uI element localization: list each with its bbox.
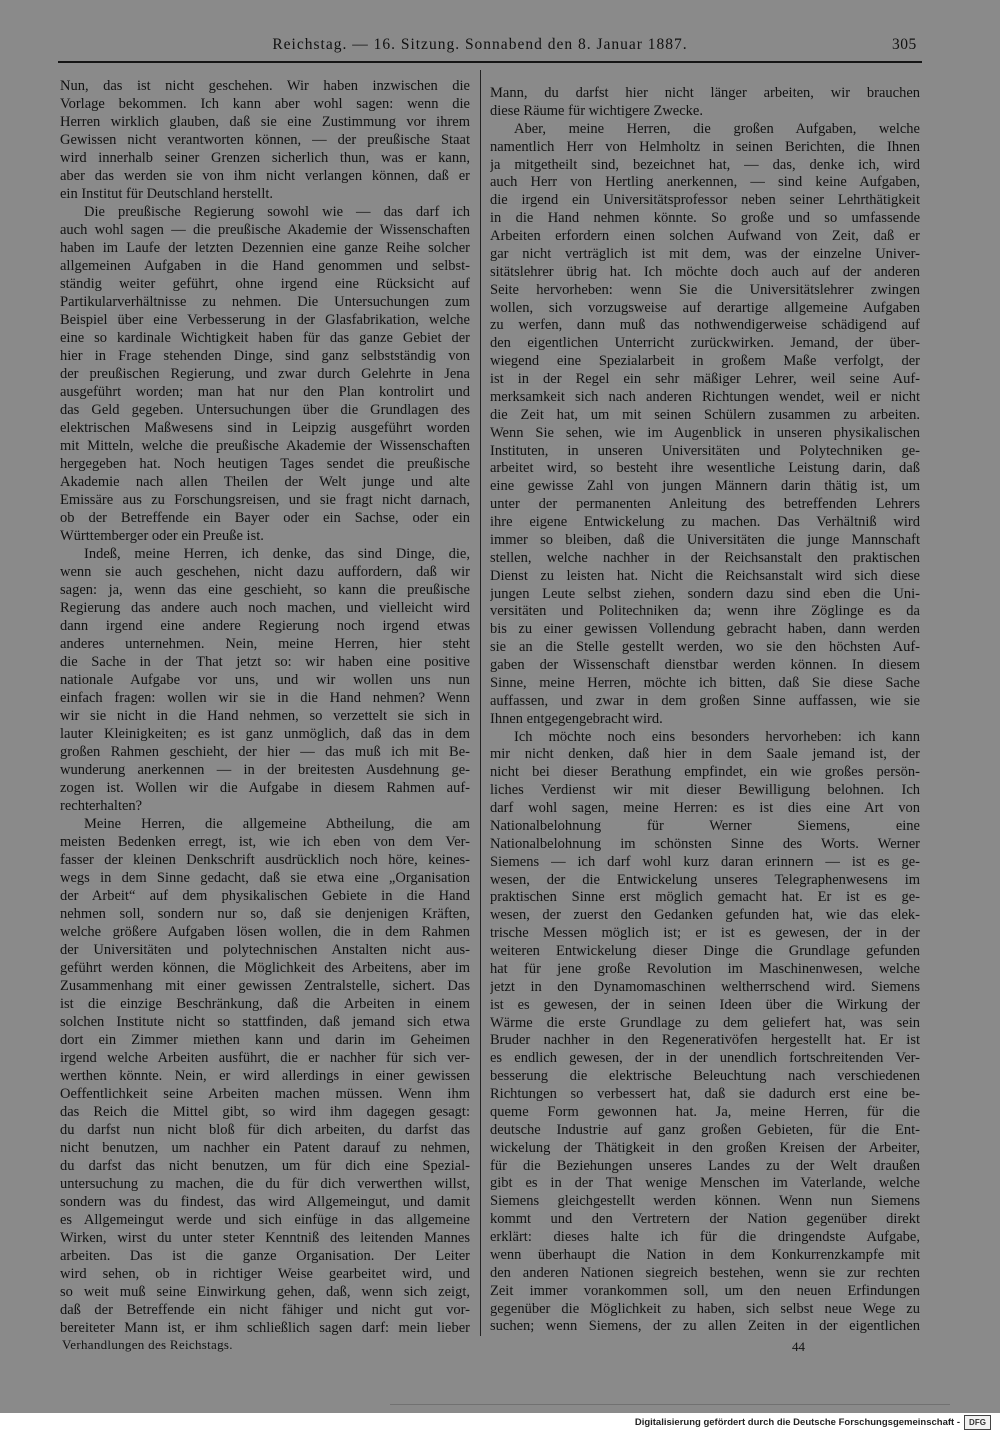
text-line: Beispiel über eine Verbesserung in der Glasfabrikation, welche <box>60 312 470 328</box>
text-line: geführt werden können, die Möglichkeit des Arbeitens, aber im <box>60 960 470 976</box>
text-line: untersuchung zu machen, die du für dich verwerthen willst, <box>60 1176 470 1192</box>
text-line: arbeiten. Das ist die ganze Organisation. Der Leiter <box>60 1248 470 1264</box>
text-line: gaben der Wissenschaft dienstbar werden können. In diesem <box>490 657 920 673</box>
text-line: anderes unternehmen. Nein, meine Herren, hier steht <box>60 636 470 652</box>
text-line: Ich möchte noch eins besonders hervorheben: ich kann <box>514 728 920 745</box>
text-line: dort ein Zimmer miethen kann und darin im Geheimen <box>60 1032 470 1048</box>
publication-footer: Verhandlungen des Reichstags. <box>62 1337 233 1352</box>
text-line: Indeß, meine Herren, ich denke, das sind Dinge, die, <box>84 546 470 562</box>
text-line: fasser der kleinen Denkschrift ausdrücklich noch höre, keines- <box>60 852 470 868</box>
right-column <box>490 85 920 1336</box>
text-line: eine so kardinale Wichtigkeit haben für das ganze Gebiet der <box>60 330 470 346</box>
paragraph <box>60 815 470 1337</box>
text-line: Bruder nachher in den Regenerativöfen hergestellt hat. Er ist <box>490 1032 920 1049</box>
text-line: stellen, welche nachher in der Reichsanstalt den praktischen <box>490 549 920 566</box>
text-line: großen Rahmen geschieht, der hier — das muß ich mit Be- <box>60 744 470 760</box>
text-line: du darfst nun nicht bloß für dich arbeiten, du darfst das <box>60 1122 470 1138</box>
text-line: sie an die Stelle gestellt werden, wo sie den höchsten Auf- <box>490 639 920 656</box>
text-line: zogen ist. Wollen wir die Aufgabe in diesem Rahmen auf- <box>60 780 470 796</box>
text-line: allgemeinen Aufgaben in die Hand genommen und selbst- <box>60 258 470 274</box>
text-line: queme Form gewonnen hat. Ja, meine Herren, für die <box>490 1103 920 1120</box>
scan-bleed-line <box>390 1404 950 1405</box>
text-line: werthen könnte. Nein, er wird allerdings in einer gewissen <box>60 1068 470 1084</box>
text-line: Partikularverhältnisse zu nehmen. Die Untersuchungen zum <box>60 294 470 310</box>
text-line: eine gewisse Zahl von jungen Männern darin thätig ist, um <box>490 478 920 495</box>
text-line: liches Verdienst wir mit dieser Bewilligung belohnen. Ich <box>490 782 920 799</box>
text-line: trische Messen möglich ist; er ist es gewesen, der in der <box>490 925 920 942</box>
text-line: ein Institut für Deutschland herstellt. <box>60 186 274 202</box>
text-line: es Allgemeingut werde und sich einfüge in das allgemeine <box>60 1212 470 1228</box>
text-line: Siemens — ich darf wohl kurz daran erinnern — ist es ge- <box>490 853 920 870</box>
text-line: dann irgend eine andere Regierung noch irgend etwas <box>60 618 470 634</box>
text-line: die Zeit hat, um mit seinen Schülern zusammen zu arbeiten. <box>490 406 920 423</box>
text-line: Siemens gleichgestellt werden können. Wenn nun Siemens <box>490 1193 920 1210</box>
text-line: Oeffentlichkeit seine Arbeiten machen müssen. Wenn ihm <box>60 1086 470 1102</box>
text-line: wir sie nicht in die Hand nehmen, so verzettelt sie sich in <box>60 708 470 724</box>
text-line: Emissäre aus zu Forschungsreisen, und sie fragt nicht darnach, <box>60 492 470 508</box>
text-line: nehmen soll, sondern nur so, daß sie denjenigen Kräften, <box>60 906 470 922</box>
text-line: Wenn Sie sehen, wie im Augenblick in unseren physikalischen <box>490 424 920 441</box>
credit-text: Digitalisierung gefördert durch die Deutsche Forschungsgemeinschaft - <box>634 1417 960 1428</box>
paragraph <box>490 121 920 729</box>
text-line: unter der permanenten Anleitung des betreffenden Lehrers <box>490 496 920 513</box>
text-line: lauter Kleinigkeiten; es ist ganz unmöglich, daß das in dem <box>60 726 470 742</box>
text-line: erklärt: dieses halte ich für die dringendste Aufgabe, <box>490 1229 920 1245</box>
text-line: jetzt in den Dynamomaschinen weltherrschend wird. Siemens <box>490 978 920 995</box>
text-line: Instituten, in unseren Universitäten und Polytechniken ge- <box>490 442 920 459</box>
text-line: hergegeben hat. Noch heutigen Tages sendet die preußische <box>60 456 470 472</box>
text-line: ja mitgetheilt sind, bezeichnet hat, — das, denke ich, wird <box>490 156 920 173</box>
text-line: Wärme die erste Grundlage zu dem geliefert hat, was sein <box>490 1014 920 1031</box>
text-line: sitätslehrer übrig hat. Ich möchte doch auch auf der anderen <box>490 263 920 280</box>
text-line: das Geld gegeben. Untersuchungen über die Grundlagen des <box>60 402 470 418</box>
text-line: einfach fragen: wollen wir sie in die Hand nehmen? Wenn <box>60 690 470 706</box>
text-line: so weit muß seine Einwirkung gehen, daß, wenn sich zeigt, <box>60 1284 470 1300</box>
text-line: deutsche Industrie auf ganz großen Gebieten, für die Ent- <box>490 1121 920 1138</box>
text-line: zu werfen, dann muß das nothwendigerweise schädigend auf <box>490 317 920 334</box>
digitization-credit-bar <box>0 1413 1000 1432</box>
text-line: Württemberger oder ein Preuße ist. <box>60 528 264 544</box>
text-line: Gewissen nicht verantworten können, — der preußische Staat <box>60 132 470 148</box>
text-line: merksamkeit sich nach anderen Richtungen wendet, weil er nicht <box>490 388 920 405</box>
text-line: diese Räume für wichtigere Zwecke. <box>490 102 703 119</box>
paragraph <box>490 729 920 1337</box>
text-line: besserung die elektrische Beleuchtung nach verschiedenen <box>490 1068 920 1085</box>
text-line: arbeitet wird, so besteht ihre wesentliche Leistung darin, daß <box>490 460 920 477</box>
text-line: die Sache in der That jetzt so: wir haben eine positive <box>60 654 470 670</box>
text-line: mir nicht denken, daß hier in dem Saale jemand ist, der <box>490 746 920 763</box>
text-line: auffassen, und zwar in dem großen Sinne auffassen, wie sie <box>490 692 920 709</box>
text-line: ist es gewesen, der in seinen Ideen über die Wirkung der <box>490 996 920 1013</box>
text-line: nicht bei dieser Berathung empfindet, ein wie großes persön- <box>490 764 920 781</box>
text-line: der preußischen Regierung, und zwar durch Gelehrte in Jena <box>60 366 470 382</box>
text-line: Regierung das andere auch noch machen, und vielleicht wird <box>60 600 470 616</box>
text-line: der Universitäten und polytechnischen Anstalten nicht aus- <box>60 942 470 958</box>
text-line: daß der Betreffende ein nicht fähiger und nicht gut vor- <box>60 1302 470 1318</box>
text-line: wenn überhaupt die Nation in dem Konkurrenzkampfe mit <box>490 1246 920 1263</box>
text-line: Vorlage bekommen. Ich kann aber wohl sagen: wenn die <box>60 96 470 112</box>
text-line: Zeit immer vorankommen soll, um den neuen Erfindungen <box>490 1282 920 1299</box>
text-line: Arbeiten erfordern einen solchen Aufwand von Zeit, daß er <box>490 228 920 244</box>
text-line: das Reich die Mittel gibt, so wird ihm dagegen gesagt: <box>60 1104 470 1120</box>
page-number: 305 <box>892 36 917 53</box>
text-line: wesen, der zuerst den Gedanken gefunden hat, wie das elek- <box>490 907 920 924</box>
text-line: Nationalbelohnung im schönsten Sinne des Worts. Werner <box>490 835 920 852</box>
text-line: hat für jene große Revolution im Maschinenwesen, welche <box>490 960 920 977</box>
text-line: in die Hand nehmen könnte. So große und so umfassende <box>490 210 920 227</box>
text-line: wollen, sich vorzugsweise auf derartige allgemeine Aufgaben <box>490 299 920 316</box>
text-line: Zusammenhang mit einer gewissen Zentralstelle, sichert. Das <box>60 978 470 994</box>
text-line: auch wohl sagen — die preußische Akademie der Wissenschaften <box>60 222 470 238</box>
text-line: jungen Leute selbst ziehen, sondern dazu sind eben die Uni- <box>490 585 920 602</box>
text-line: ist die einzige Beschränkung, daß die Arbeiten in einem <box>60 996 470 1012</box>
text-line: wiegend eine Spezialarbeit in großem Maße verfolgt, der <box>490 353 920 370</box>
text-line: es endlich gewesen, der in der unendlich fortschreitenden Ver- <box>490 1050 920 1067</box>
text-line: sondern was du findest, das wird Allgemeingut, und damit <box>60 1194 470 1210</box>
text-line: Herren wirklich glauben, daß sie eine Zustimmung vor ihrem <box>60 114 470 130</box>
text-line: Nun, das ist nicht geschehen. Wir haben inzwischen die <box>60 78 470 94</box>
text-line: Seite hervorheben: wenn Sie die Universitätslehrer zwingen <box>490 281 920 298</box>
text-line: praktischen Sinne erst möglich gemacht hat. Er ist es ge- <box>490 889 920 906</box>
text-line: für die Beziehungen unseres Landes zu der Welt draußen <box>490 1157 920 1174</box>
text-line: die irgend ein Universitätsprofessor neben seiner Lehrthätigkeit <box>490 192 920 209</box>
text-line: elektrischen Maßwesens sind in Leipzig ausgeführt worden <box>60 420 470 436</box>
signature-mark: 44 <box>792 1339 805 1354</box>
text-line: gegenüber die Möglichkeit zu haben, sich selbst neue Wege zu <box>490 1300 920 1317</box>
text-line: welche größere Aufgaben lösen wollen, die in dem Rahmen <box>60 924 470 940</box>
text-line: nationale Aufgabe vor uns, und wir wollen uns nun <box>60 672 470 688</box>
text-line: meisten Bedenken erregt, ist, wie ich eben von dem Ver- <box>60 834 470 850</box>
text-line: rechterhalten? <box>60 798 143 814</box>
text-line: der Arbeit“ auf dem physikalischen Gebiete in die Hand <box>60 888 470 904</box>
text-line: weiteren Entwickelung dieser Dinge die Grundlage gefunden <box>490 943 920 959</box>
text-line: ausgeführt worden; man hat nur den Plan kontrolirt und <box>60 384 470 400</box>
text-line: Nationalbelohnung für Werner Siemens, eine <box>490 817 920 834</box>
text-line: den anderen Nationen siegreich bestehen, wenn sie zur rechten <box>490 1264 920 1281</box>
text-line: wird innerhalb seiner Grenzen sicherlich thun, was er kann, <box>60 150 470 166</box>
text-line: suchen; wenn Siemens, der zu allen Zeiten in der eigentlichen <box>490 1318 920 1335</box>
text-line: Akademie nach allen Theilen der Welt junge und alte <box>60 474 470 490</box>
text-line: namentlich Herr von Helmholtz in seinen Berichten, die Ihnen <box>490 138 920 155</box>
paragraph <box>60 77 470 203</box>
text-line: aber das werden sie von ihm nicht verlangen können, daß er <box>60 168 470 184</box>
text-line: ob der Betreffende ein Bayer oder ein Sachse, oder ein <box>60 510 470 526</box>
text-line: wird sehen, ob in richtiger Weise gearbeitet wird, und <box>60 1266 470 1282</box>
text-line: wesen, der die Entwickelung unseres Telegraphenwesens im <box>490 871 920 888</box>
text-line: nicht benutzen, um nachher ein Patent darauf zu nehmen, <box>60 1140 470 1156</box>
text-line: sagen: ja, wenn das eine geschieht, so kann die preußische <box>60 582 470 598</box>
text-line: Ihnen entgegengebracht wird. <box>490 710 663 727</box>
text-line: Richtungen so verbessert hat, daß sie dadurch erst eine be- <box>490 1086 920 1102</box>
left-column <box>60 77 470 1337</box>
text-line: wenn sie auch geschehen, nicht dazu auffordern, daß wir <box>60 564 470 580</box>
text-line: ihre eigene Entwickelung zu machen. Das Verhältniß wird <box>490 514 920 530</box>
text-line: darf wohl sagen, meine Herren: es ist dies eine Art von <box>490 800 920 816</box>
text-line: ist in der Regel ein sehr mäßiger Lehrer, weil seine Auf- <box>490 371 920 387</box>
header-rule <box>58 61 922 63</box>
text-line: wunderung anerkennen — in der breitesten Ausdehnung ge- <box>60 762 470 778</box>
running-header: Reichstag. — 16. Sitzung. Sonnabend den 8. Januar 1887. <box>272 36 688 53</box>
text-line: Wirken, wirst du unter steter Kenntniß des leitenden Mannes <box>60 1230 470 1246</box>
text-line: den eigentlichen Unterricht zurückwirken. Jemand, der über- <box>490 335 920 352</box>
paragraph <box>490 85 920 121</box>
column-divider <box>480 70 481 1336</box>
text-line: bis zu einer gewissen Vollendung gebracht haben, dann werden <box>490 621 920 638</box>
text-line: mit Mitteln, welche die preußische Akademie der Wissenschaften <box>60 438 470 454</box>
text-line: auch Herr von Hertling anerkennen, — sind keine Aufgaben, <box>490 174 920 191</box>
text-line: Aber, meine Herren, die großen Aufgaben, welche <box>514 120 920 137</box>
text-line: versitäten und Politechniken da; wenn ihre Zöglinge es da <box>490 603 920 620</box>
text-line: gar nicht verträglich ist mit dem, was der einzelne Univer- <box>490 245 920 262</box>
text-line: haben im Laufe der letzten Dezennien eine ganze Reihe solcher <box>60 240 470 256</box>
text-line: hier in Frage stehenden Dinge, sind ganz selbstständig von <box>60 348 470 364</box>
text-line: wegs in dem Sinne gedacht, daß sie etwa eine „Organisation <box>60 870 470 886</box>
text-line: wickelung der Thätigkeit in den großen Kreisen der Arbeiter, <box>490 1139 920 1156</box>
dfg-logo: DFG <box>964 1415 991 1430</box>
text-line: bereiteter Mann ist, er ihm schließlich sagen darf: mein lieber <box>60 1320 470 1336</box>
text-line: irgend welche Arbeiten ausführt, die er nachher für sich ver- <box>60 1050 470 1066</box>
text-line: ständig weiter geführt, ohne irgend eine Rücksicht auf <box>60 276 470 292</box>
text-line: Die preußische Regierung sowohl wie — das darf ich <box>84 204 470 220</box>
text-line: Meine Herren, die allgemeine Abtheilung, die am <box>84 816 470 832</box>
text-line: kommt und den Vertretern der Nation gegenüber direkt <box>490 1211 920 1228</box>
text-line: du darfst das nicht benutzen, um für dich eine Spezial- <box>60 1158 470 1174</box>
text-line: solchen Institute nicht so stattfinden, daß jemand sich etwa <box>60 1014 470 1030</box>
paragraph <box>60 203 470 545</box>
text-line: Mann, du darfst hier nicht länger arbeiten, wir brauchen <box>490 85 920 101</box>
text-line: immer so bleiben, daß die Universitäten die junge Mannschaft <box>490 531 920 548</box>
text-line: gibt es in der That wenige Menschen im Vaterlande, welche <box>490 1175 920 1192</box>
text-line: Dienst zu leisten hat. Nicht die Reichsanstalt wird sich diese <box>490 567 920 584</box>
paragraph <box>60 545 470 815</box>
text-line: Sinne, meine Herren, möchte ich bitten, daß Sie diese Sache <box>490 674 920 691</box>
